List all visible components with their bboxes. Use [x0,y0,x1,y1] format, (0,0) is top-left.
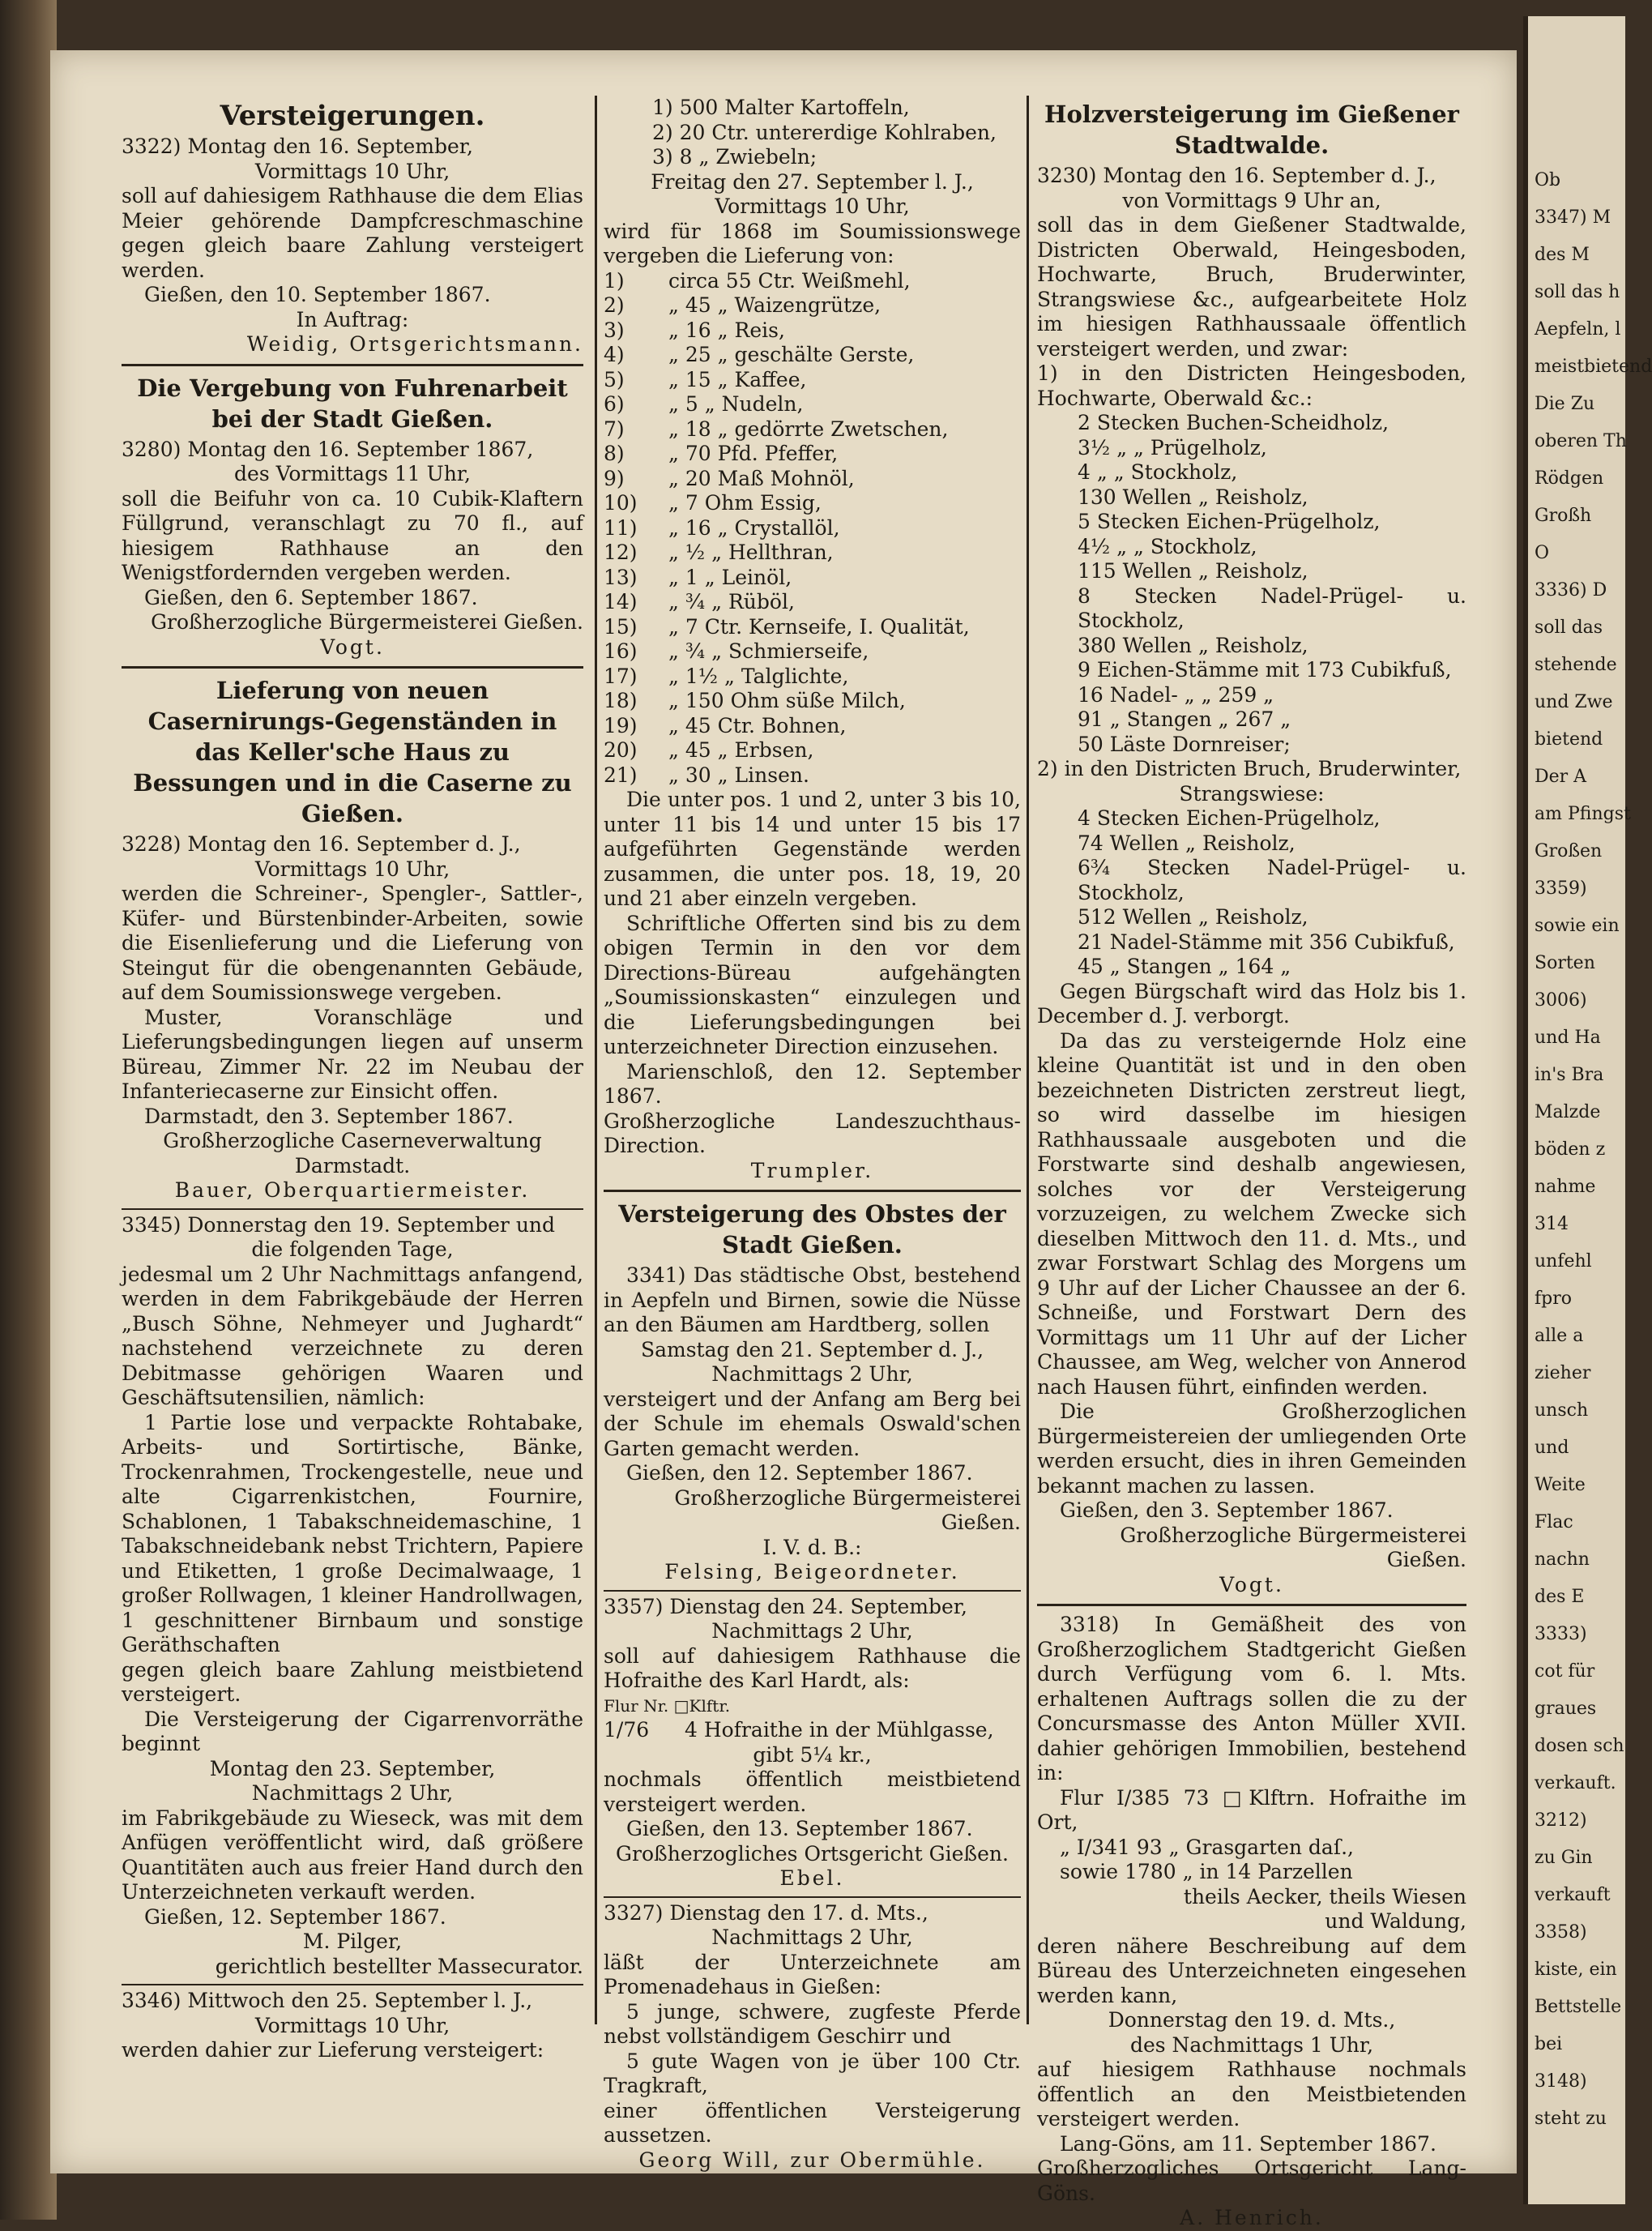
supply-item [604,714,1021,739]
next-page-fragment: bei [1535,2034,1563,2054]
ad-3280-text: soll die Beifuhr von ca. 10 Cubik-Klaftern Füllgrund, veranschlagt zu 70 fl., auf hiesigem Rathhause an den Wenigstfordernden vergeben werden. [122,486,583,584]
supply-item [604,442,1021,467]
wood-item: 3½ „ „ Prügelholz, [1078,435,1267,459]
supply-item-number: 14) [604,590,638,613]
supply-item-number: 3) [604,318,625,342]
supply-item [604,417,1021,442]
ad-3228-text-2: Muster, Voranschläge und Lieferungsbedingungen liegen auf unserm Büreau, Zimmer Nr. 22 im Neubau der Infanteriecaserne zur Einsicht offen. [122,1005,583,1103]
next-page-fragment: am Pfingst [1535,804,1631,824]
next-page-fragment: böden z [1535,1139,1606,1160]
next-page-fragment: soll das [1535,618,1603,638]
column-rule-1 [595,96,597,2024]
ad-3322-auftrag: In Auftrag: [296,307,409,331]
next-page-fragment: sowie ein [1535,916,1620,936]
list1-item: 3) 8 „ Zwiebeln; [652,145,817,169]
ad-3322-date: 3322) Montag den 16. September, [122,135,473,158]
next-page-fragment: Rödgen [1535,468,1604,489]
ad-3341-authority: Großherzogliche Bürgermeisterei Gießen. [674,1485,1021,1534]
ad-3345-date-2: Montag den 23. September, [209,1756,496,1780]
ad-3341-place-date: Gießen, den 12. September 1867. [626,1461,973,1485]
supply-item-text: „ 70 Pfd. Pfeffer, [668,442,839,465]
next-page-fragment: Ob [1535,170,1561,190]
supply-item [604,491,1021,516]
ad-3322-signature: Weidig, Ortsgerichtsmann. [246,332,583,356]
supply-item [604,590,1021,615]
ad-3357-place-date: Gießen, den 13. September 1867. [626,1817,973,1840]
supply-item [604,516,1021,541]
wood-item: 8 Stecken Nadel-Prügel- u. Stockholz, [1078,583,1466,632]
ad-3318-text: 3318) In Gemäßheit des von Großherzoglichem Stadtgericht Gießen durch Verfügung vom 6. l. Mts. erhaltenen Auftrags sollen die zu der Concursmasse des Anton Müller XVII. dahier gehörigen Immobilien, bestehend in: [1037,1613,1466,1784]
column-1 [122,96,583,2063]
ad-3228-date: 3228) Montag den 16. September d. J., [122,832,521,856]
ad-3327-time: Nachmittags 2 Uhr, [711,1925,913,1949]
ad-3341-date: Samstag den 21. September d. J., [640,1337,984,1361]
wood-item: 50 Läste Dornreiser; [1078,732,1291,756]
supply-authority: Großherzogliche Landeszuchthaus-Direction. [604,1109,1021,1157]
ad-3327-wagons: 5 gute Wagen von je über 100 Ctr. Tragkraft, [604,2049,1021,2097]
supply-item-text: „ 25 „ geschälte Gerste, [668,343,915,366]
supply-item [604,318,1021,344]
supply-item-number: 6) [604,392,625,416]
ad-3357-date: 3357) Dienstag den 24. September, [604,1594,967,1618]
ad-3230-district-1: 1) in den Districten Heingesboden, Hochwarte, Oberwald &c.: [1037,361,1466,410]
ad-3280-signature: Vogt. [320,635,385,659]
supply-item-text: „ 20 Maß Mohnöl, [668,466,855,490]
next-page-fragment: Sorten [1535,953,1595,973]
next-page-fragment: zu Gin [1535,1848,1593,1868]
next-page-fragment: fpro [1535,1289,1572,1309]
supply-item-number: 10) [604,491,638,515]
supply-item-text: „ 1 „ Leinöl, [668,565,792,589]
supply-item-text: „ 150 Ohm süße Milch, [668,689,906,712]
wood-item: 2 Stecken Buchen-Scheidholz, [1078,411,1389,434]
ad-3230-signature: Vogt. [1219,1572,1284,1596]
wood-item: 4 „ „ Stockholz, [1078,460,1238,484]
ad-3345-date: 3345) Donnerstag den 19. September und [122,1212,556,1237]
next-page-fragment: alle a [1535,1326,1584,1346]
supply-item-text: „ 30 „ Linsen. [668,763,809,787]
ad-3341-text-2: versteigert und der Anfang am Berg bei der Schule im ehemals Oswald'schen Garten gemacht werden. [604,1387,1021,1460]
next-page-fragment: 3347) M [1535,207,1611,228]
ad-3280-time: des Vormittags 11 Uhr, [234,462,471,485]
wood-item: 74 Wellen „ Reisholz, [1078,831,1296,855]
next-page-fragment: Großh [1535,506,1592,526]
supply-item [604,615,1021,640]
next-page-fragment: in's Bra [1535,1065,1604,1085]
ad-3318-time: des Nachmittags 1 Uhr, [1129,2032,1374,2057]
next-page-fragment: stehende [1535,655,1617,675]
next-page-fragment: steht zu [1535,2109,1607,2129]
next-page-fragment: und Zwe [1535,692,1613,712]
ad-3357-text-2: nochmals öffentlich meistbietend versteigert werden. [604,1767,1021,1816]
ad-3341-signature: Felsing, Beigeordneter. [664,1560,960,1583]
separator [122,1984,583,1985]
supply-item-number: 4) [604,343,625,366]
supply-item-text: „ ¾ „ Schmierseife, [668,639,869,663]
supply-item [604,665,1021,690]
next-page-fragment: 3358) [1535,1922,1587,1943]
ad-3230-rest-2: Da das zu versteigernde Holz eine kleine Quantität ist und in den oben bezeichneten Districten zerstreut liegt, so wird dasselbe im hiesigen Rathhaussaale ausgeboten und die Forstwarte sind deshalb angewiesen, solches vor der Versteigerung vorzuzeigen, zu welchem Zwecke sich dieselben Mittwoch den 11. d. Mts., und zwar Forstwart Schlag des Morgens um 9 Uhr auf der Licher Chaussee an der 6. Schneiße, und Forstwart Dern des Vormittags um 11 Uhr auf der Licher Chaussee, am Weg, welcher von Annerod nach Hausen führt, einfinden werden. [1037,1028,1466,1399]
next-page-fragment: des M [1535,245,1590,265]
supply-item-text: circa 55 Ctr. Weißmehl, [668,268,911,293]
ad-3230-rest-3: Die Großherzoglichen Bürgermeistereien der umliegenden Orte werden ersucht, dies in ihren Gemeinden bekannt machen zu lassen. [1037,1400,1466,1498]
column-3 [1037,96,1466,2231]
ad-3327-horses: 5 junge, schwere, zugfeste Pferde nebst vollständigem Geschirr und [604,1999,1021,2048]
next-page-fragment: 3006) [1535,990,1587,1011]
wood-item: 9 Eichen-Stämme mit 173 Cubikfuß, [1078,658,1452,682]
supply-item-text: „ 16 „ Crystallöl, [668,515,840,540]
next-page-fragment: Malzde [1535,1102,1601,1122]
ad-3341-ivdb: I. V. d. B.: [762,1535,862,1559]
friday-time: Vormittags 10 Uhr, [715,194,910,218]
next-page-fragment: meistbietend [1535,357,1652,377]
ad-3327-text-2: einer öffentlichen Versteigerung aussetzen. [604,2098,1021,2147]
ad-3230-place-date: Gießen, den 3. September 1867. [1060,1498,1394,1522]
next-page-fragment: und Ha [1535,1028,1601,1048]
supply-item-text: „ 45 „ Erbsen, [668,738,814,762]
supply-item [604,293,1021,318]
supply-item-number: 9) [604,466,625,490]
next-page-fragment: nahme [1535,1177,1596,1197]
separator [604,1190,1021,1192]
supply-item-text: „ 45 Ctr. Bohnen, [668,713,847,737]
ad-3318-date: Donnerstag den 19. d. Mts., [1108,2008,1396,2032]
supply-item [604,467,1021,492]
supply-item [604,738,1021,763]
supply-item [604,541,1021,566]
ad-3357-row: 4 Hofraithe in der Mühlgasse, [685,1718,994,1742]
ad-3280-place-date: Gießen, den 6. September 1867. [144,585,478,609]
ad-3357-time: Nachmittags 2 Uhr, [711,1619,913,1643]
ad-3346-date: 3346) Mittwoch den 25. September l. J., [122,1989,533,2012]
friday-date: Freitag den 27. September l. J., [651,169,974,194]
wood-item: 45 „ Stangen „ 164 „ [1078,955,1291,978]
ad-3341-time: Nachmittags 2 Uhr, [711,1362,913,1386]
next-page-fragment: verkauft. [1535,1773,1616,1793]
supply-signature: Trumpler. [750,1158,874,1182]
ad-3345-days: die folgenden Tage, [251,1237,454,1261]
ad-3230-text: soll das in dem Gießener Stadtwalde, Districten Oberwald, Heingesboden, Hochwarte, Bruch, Bruderwinter, Strangswiese &c., aufgearbeitete Holz im hiesigen Rathhaussaale öffentlich versteigert werden, und zwar: [1037,213,1466,361]
ad-3345-items: 1 Partie lose und verpackte Rohtabake, Arbeits- und Sortirtische, Bänke, Trockenrahmen, Trockengestelle, neue und alte Cigarrenkistchen, Fournire, Schablonen, 1 Tabakschneidemaschine, 1 Tabakschneidebank nebst Trichtern, Papiere und Etiketten, 1 große Decimalwaage, 1 großer Rollwagen, 1 kleiner Handrollwagen, 1 geschnittener Birnbaum und sonstige Geräthschaften [122,1410,583,1656]
wood-item: 115 Wellen „ Reisholz, [1078,559,1308,583]
column-2 [604,96,1021,2173]
supply-item [604,392,1021,417]
supply-item-number: 7) [604,417,625,441]
supply-item-text: „ ½ „ Hellthran, [668,541,834,564]
wood-item: 16 Nadel- „ „ 259 „ [1078,682,1274,707]
next-page-fragment: soll das h [1535,282,1620,302]
ad-3318-row-2: „ I/341 93 „ Grasgarten daſ., [1060,1835,1354,1859]
next-page-fragment: kiste, ein [1535,1960,1617,1980]
supply-after-2: Schriftliche Offerten sind bis zu dem obigen Termin in den vor dem Directions-Büreau aufgehängten „Soumissionskasten“ einzulegen und die Lieferungsbedingungen bei unterzeichneter Direction einzusehen. [604,911,1021,1058]
ad-3318-text-3: auf hiesigem Rathhause nochmals öffentlich an den Meistbietenden versteigert werden. [1037,2058,1466,2131]
ad-3345-cigar: Die Versteigerung der Cigarrenvorräthe beginnt [122,1707,583,1755]
next-page-fragment: 3336) D [1535,580,1607,600]
next-page-fragment: und [1535,1438,1569,1458]
wood-item: 4 Stecken Eichen-Prügelholz, [1078,806,1381,830]
heading-versteigerungen: Versteigerungen. [220,100,485,132]
next-page-fragment: Die Zu [1535,394,1595,414]
wood-item: 4½ „ „ Stockholz, [1078,534,1257,558]
list1-item: 2) 20 Ctr. untererdige Kohlraben, [652,120,997,144]
supply-item-number: 21) [604,763,638,787]
ad-3228-signature: Bauer, Oberquartiermeister. [174,1178,531,1202]
wood-item: 5 Stecken Eichen-Prügelholz, [1078,510,1381,533]
next-page-fragment: 314 [1535,1214,1569,1234]
ad-3230-date: 3230) Montag den 16. September d. J., [1037,164,1436,187]
next-page-fragment: graues [1535,1699,1597,1719]
wood-item: 6¾ Stecken Nadel-Prügel- u. Stockholz, [1078,856,1466,904]
ad-3230-district-2b: Strangswiese: [1179,781,1325,806]
ad-3322-place-date: Gießen, den 10. September 1867. [144,283,491,306]
next-page-fragment: unsch [1535,1400,1589,1421]
next-page-fragment: O [1535,543,1550,563]
supply-item-text: „ 5 „ Nudeln, [668,392,804,416]
wood-item: 21 Nadel-Stämme mit 356 Cubikfuß, [1078,930,1455,954]
supply-item-number: 18) [604,689,638,712]
next-page-fragment: 3359) [1535,878,1587,899]
ad-3357-authority: Großherzogliches Ortsgericht Gießen. [616,1841,1009,1866]
ad-3318-place-date: Lang-Göns, am 11. September 1867. [1060,2131,1436,2156]
ad-3327-text: läßt der Unterzeichnete am Promenadehaus in Gießen: [604,1950,1021,1998]
supply-item [604,763,1021,789]
supply-item-text: „ 18 „ gedörrte Zwetschen, [668,417,949,441]
ad-3230-rest-1: Gegen Bürgschaft wird das Holz bis 1. December d. J. verborgt. [1037,979,1466,1028]
wood-item: 512 Wellen „ Reisholz, [1078,905,1308,929]
ad-3322-text: soll auf dahiesigem Rathhause die dem Elias Meier gehörende Dampfcreschmaschine gegen gleich baare Zahlung versteigert werden. [122,184,583,282]
ad-3345-role: gerichtlich bestellter Massecurator. [215,1954,583,1978]
ad-3318-row-5: und Waldung, [1325,1909,1466,1933]
ad-3345-payment: gegen gleich baare Zahlung meistbietend versteigert. [122,1657,583,1706]
ad-3357-text: soll auf dahiesigem Rathhause die Hofraithe des Karl Hardt, als: [604,1643,1021,1692]
next-page-fragment: Bettstelle [1535,1997,1622,2017]
next-page-fragment: zieher [1535,1363,1591,1383]
next-page-fragment: cot für [1535,1661,1595,1682]
supply-item-text: „ 7 Ctr. Kernseife, I. Qualität, [668,614,970,639]
ad-3318-text-2: deren nähere Beschreibung auf dem Büreau des Unterzeichneten eingesehen werden kann, [1037,1934,1466,2007]
next-page-fragment: 3148) [1535,2071,1587,2092]
supply-item [604,269,1021,294]
supply-item-number: 5) [604,367,625,391]
ad-3357-row-2: gibt 5¼ kr., [753,1742,872,1767]
supply-item [604,566,1021,591]
ad-3357-flur: 1/76 [604,1718,650,1742]
supply-after-1: Die unter pos. 1 und 2, unter 3 bis 10, unter 11 bis 14 und unter 15 bis 17 aufgeführten Gegenstände werden zusammen, die unter pos. 18, 19, 20 und 21 aber einzeln vergeben. [604,788,1021,910]
next-page-edge [1523,16,1652,2204]
ad-3341-text: 3341) Das städtische Obst, bestehend in Aepfeln und Birnen, sowie die Nüsse an den Bäumen am Hardtberg, sollen [604,1263,1021,1336]
ad-3228-text: werden die Schreiner-, Spengler-, Sattler-, Küfer- und Bürstenbinder-Arbeiten, sowie die Eisenlieferung und die Lieferung von Steingut für die obengenannten Gebäude, auf dem Soumissionswege vergeben. [122,882,583,1004]
separator [122,1208,583,1210]
supply-item-text: „ 16 „ Reis, [668,318,785,342]
next-page-fragment: verkauft [1535,1885,1611,1905]
column-rule-2 [1027,96,1029,2024]
ad-3228-time: Vormittags 10 Uhr, [254,857,450,881]
wood-item: 130 Wellen „ Reisholz, [1078,485,1308,509]
next-page-fragment: bietend [1535,729,1603,750]
next-page-fragment: 3333) [1535,1624,1587,1644]
ad-3318-signature: A. Henrich. [1180,2206,1324,2229]
ad-3327-signature: Georg Will, zur Obermühle. [638,2148,986,2172]
separator [1037,1604,1466,1606]
heading-fuhrenarbeit: Die Vergebung von Fuhrenarbeit bei der Stadt Gießen. [137,374,568,433]
supply-item-number: 8) [604,442,625,465]
supply-place-date: Marienschloß, den 12. September 1867. [604,1059,1021,1108]
supply-item-text: „ 45 „ Waizengrütze, [668,293,881,317]
supply-item-number: 17) [604,664,638,688]
supply-item-text: „ 15 „ Kaffee, [668,367,807,391]
separator [604,1896,1021,1898]
ad-3345-time-2: Nachmittags 2 Uhr, [251,1781,454,1805]
heading-obst: Versteigerung des Obstes der Stadt Gießen. [618,1200,1006,1259]
supply-item-text: „ ¾ „ Rüböl, [668,590,795,613]
next-page-fragment: des E [1535,1587,1585,1607]
ad-3345-text: jedesmal um 2 Uhr Nachmittags anfangend, werden in dem Fabrikgebäude der Herren „Busch Söhne, Nehmeyer und Jughardt“ nachstehend verzeichnete zu deren Debitmasse gehörigen Waaren und Geschäftsutensilien, nämlich: [122,1262,583,1409]
next-page-fragment: unfehl [1535,1251,1592,1271]
ad-3357-signature: Ebel. [779,1866,845,1890]
separator [604,1590,1021,1592]
book-spine [0,0,57,2220]
ad-3327-date: 3327) Dienstag den 17. d. Mts., [604,1900,928,1925]
wood-list-2 [1037,806,1466,980]
supply-item [604,343,1021,368]
next-page-fragment: Großen [1535,841,1603,861]
next-page-fragment: oberen Th [1535,431,1627,451]
next-page-fragment: Aepfeln, l [1535,319,1621,340]
supply-item [604,639,1021,665]
supply-item-number: 15) [604,614,638,639]
ad-3230-authority: Großherzogliche Bürgermeisterei Gießen. [1120,1523,1466,1571]
supply-item-text: „ 7 Ohm Essig, [668,491,822,515]
ad-3318-row-4: theils Aecker, theils Wiesen [1183,1884,1466,1908]
ad-3280-authority: Großherzogliche Bürgermeisterei Gießen. [151,610,583,634]
next-page-fragment: Flac [1535,1512,1573,1532]
ad-3346-text: werden dahier zur Lieferung versteigert: [122,2038,544,2062]
ad-3230-time: von Vormittags 9 Uhr an, [1122,188,1381,212]
friday-text: wird für 1868 im Soumissionswege vergeben die Lieferung von: [604,219,1021,267]
supply-item-number: 16) [604,639,638,663]
supply-item-number: 1) [604,268,625,293]
ad-3322-time: Vormittags 10 Uhr, [254,159,450,183]
supply-item-number: 13) [604,565,638,589]
heading-casernirung: Lieferung von neuen Casernirungs-Gegenständen in das Keller'sche Haus zu Bessungen und in die Caserne zu Gießen. [133,677,572,827]
next-page-fragment: nachn [1535,1549,1590,1570]
ad-3318-authority: Großherzogliches Ortsgericht Lang-Göns. [1037,2156,1466,2205]
wood-item: 91 „ Stangen „ 267 „ [1078,707,1291,731]
next-page-fragment: 3212) [1535,1810,1587,1831]
ad-3228-authority: Großherzogliche Caserneverwaltung Darmstadt. [163,1129,542,1177]
supply-item [604,368,1021,393]
supply-item-text: „ 1½ „ Talglichte, [668,664,849,688]
supply-item-number: 12) [604,541,638,564]
supply-item [604,689,1021,714]
separator [122,666,583,669]
list1-item: 1) 500 Malter Kartoffeln, [652,96,910,119]
ad-3346-time: Vormittags 10 Uhr, [254,2013,450,2037]
ad-3345-text-2: im Fabrikgebäude zu Wieseck, was mit dem Anfügen veröffentlicht wird, daß größere Quantitäten auch aus freier Hand durch den Unterzeichneten verkauft werden. [122,1806,583,1904]
next-page-fragment: Der A [1535,767,1587,787]
supply-item-number: 2) [604,293,625,317]
supply-item-number: 11) [604,515,638,540]
heading-holz: Holzversteigerung im Gießener Stadtwalde. [1044,100,1459,159]
supply-item-number: 19) [604,713,638,737]
supply-list [604,269,1021,789]
next-page-fragment: dosen sch [1535,1736,1624,1756]
supply-item-number: 20) [604,738,638,762]
ad-3228-place-date: Darmstadt, den 3. September 1867. [144,1104,514,1128]
ad-3345-signature: M. Pilger, [302,1930,403,1953]
next-page-fragment: Weite [1535,1475,1586,1495]
ad-3230-district-2: 2) in den Districten Bruch, Bruderwinter, [1037,757,1462,780]
ad-3345-place-date: Gießen, 12. September 1867. [144,1904,446,1929]
ad-3318-row-1: Flur I/385 73 □Klftrn. Hofraithe im Ort, [1037,1785,1466,1834]
separator [122,364,583,366]
wood-item: 380 Wellen „ Reisholz, [1078,633,1308,657]
ad-3280-date: 3280) Montag den 16. September 1867, [122,437,534,461]
ad-3357-table-head: Flur Nr. □Klftr. [604,1695,731,1716]
ad-3318-row-3: sowie 1780 „ in 14 Parzellen [1060,1860,1353,1883]
wood-list-1 [1037,411,1466,757]
